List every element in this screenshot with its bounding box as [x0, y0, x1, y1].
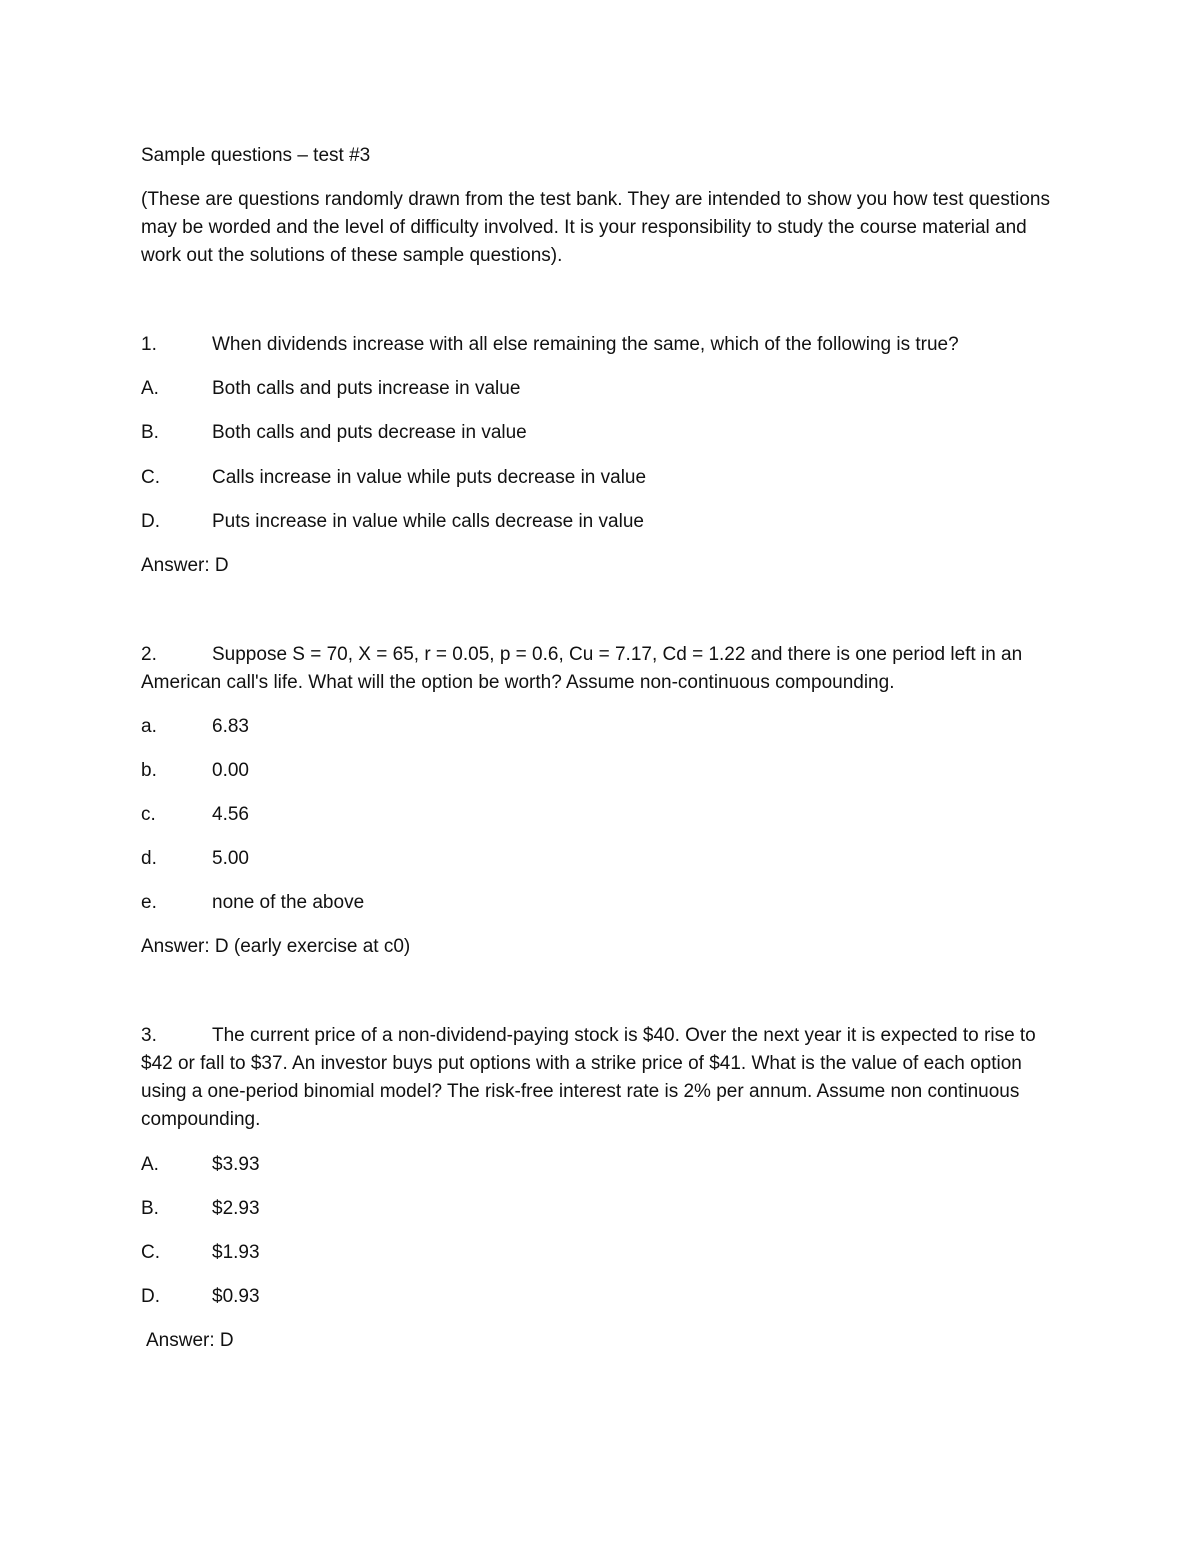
option-letter: A. — [141, 1154, 159, 1175]
option-text: 4.56 — [212, 804, 249, 825]
question-number: 3. — [141, 1025, 157, 1046]
option-2d — [141, 845, 249, 873]
question-text: The current price of a non-dividend-paying stock is $40. Over the next year it is expected to rise to $42 or fall to $37. An investor buys put options with a strike price of $41. What is the value of each option using a one-period binomial model? The risk-free interest rate is 2% per annum. Assume non continuous compounding. — [141, 1025, 1036, 1130]
question-number: 2. — [141, 644, 157, 665]
document-title: Sample questions – test #3 — [141, 145, 371, 166]
question-number: 1. — [141, 334, 157, 355]
option-letter: a. — [141, 716, 157, 737]
option-letter: e. — [141, 892, 157, 913]
option-letter: D. — [141, 511, 160, 532]
option-3c — [141, 1239, 260, 1267]
option-1d — [141, 508, 644, 536]
option-3b — [141, 1195, 260, 1223]
option-text: Calls increase in value while puts decrease in value — [212, 467, 647, 488]
option-text: none of the above — [212, 892, 365, 913]
option-2b — [141, 757, 249, 785]
option-text: 0.00 — [212, 760, 249, 781]
option-3a — [141, 1151, 260, 1179]
option-letter: C. — [141, 1242, 160, 1263]
option-text: $0.93 — [212, 1286, 260, 1307]
option-2a — [141, 713, 249, 741]
option-text: 5.00 — [212, 848, 249, 869]
option-text: $2.93 — [212, 1198, 260, 1219]
option-text: Both calls and puts increase in value — [212, 378, 521, 399]
option-letter: D. — [141, 1286, 160, 1307]
option-1b — [141, 419, 527, 447]
option-letter: B. — [141, 1198, 159, 1219]
question-2 — [141, 641, 1061, 697]
option-1c — [141, 464, 646, 492]
option-letter: B. — [141, 422, 159, 443]
question-text: When dividends increase with all else remaining the same, which of the following is true? — [212, 334, 959, 355]
option-letter: b. — [141, 760, 157, 781]
question-text: Suppose S = 70, X = 65, r = 0.05, p = 0.6, Cu = 7.17, Cd = 1.22 and there is one period left in an American call's life. What will the option be worth? Assume non-continuous compounding. — [141, 644, 1023, 693]
answer-2: Answer: D (early exercise at c0) — [141, 936, 411, 957]
option-letter: A. — [141, 378, 159, 399]
option-letter: d. — [141, 848, 157, 869]
option-letter: C. — [141, 467, 160, 488]
option-letter: c. — [141, 804, 156, 825]
option-text: $3.93 — [212, 1154, 260, 1175]
question-3 — [141, 1022, 1061, 1134]
option-2e — [141, 889, 364, 917]
option-text: $1.93 — [212, 1242, 260, 1263]
option-2c — [141, 801, 249, 829]
option-1a — [141, 375, 520, 403]
option-3d — [141, 1283, 260, 1311]
option-text: Puts increase in value while calls decrease in value — [212, 511, 644, 532]
intro-paragraph: (These are questions randomly drawn from the test bank. They are intended to show you how test questions may be worded and the level of difficulty involved. It is your responsibility to study the course material and work out the solutions of these sample questions). — [141, 189, 1050, 266]
question-1 — [141, 331, 959, 359]
answer-3: Answer: D — [146, 1330, 234, 1351]
answer-1: Answer: D — [141, 555, 229, 576]
option-text: 6.83 — [212, 716, 249, 737]
option-text: Both calls and puts decrease in value — [212, 422, 527, 443]
